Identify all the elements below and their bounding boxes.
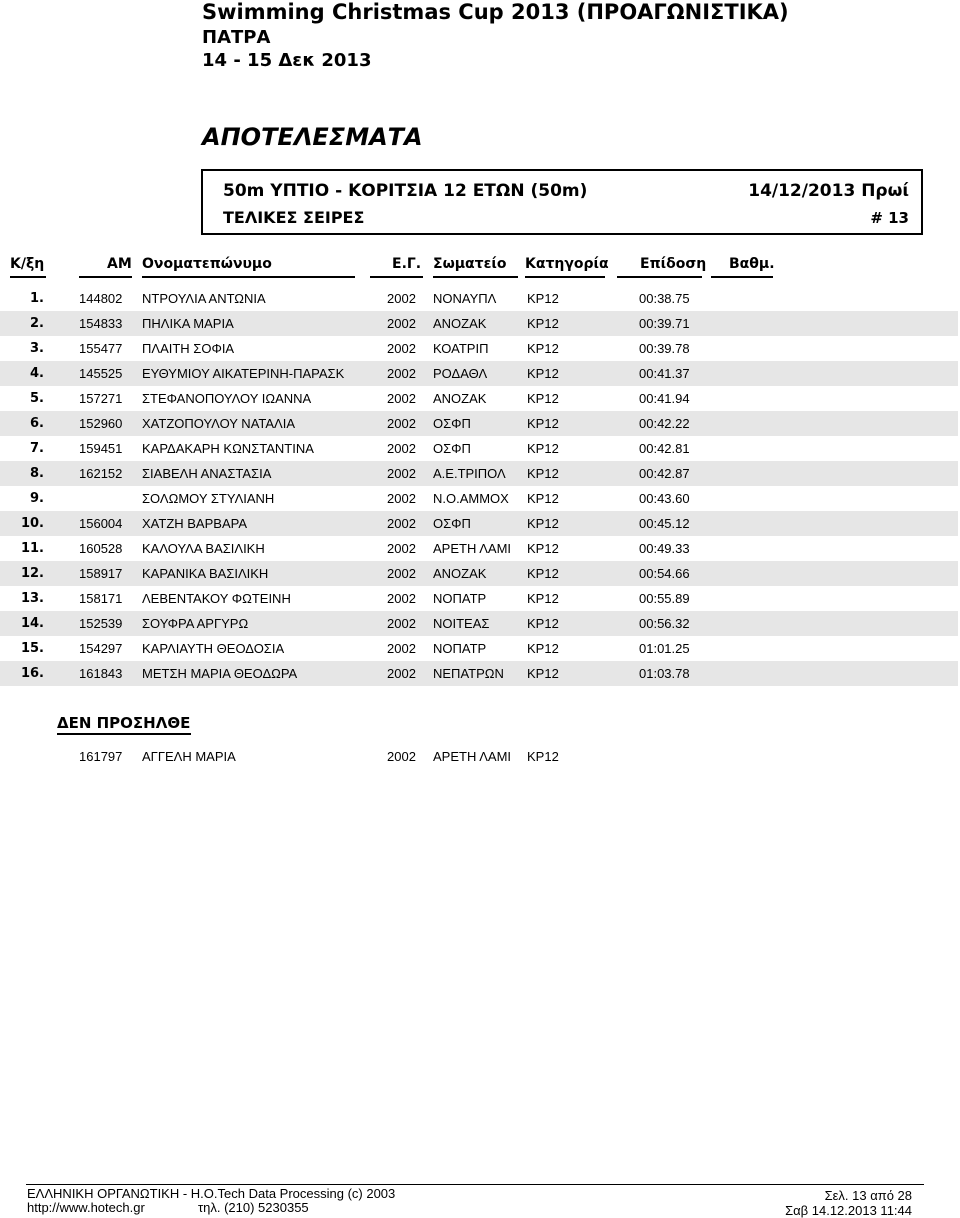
table-row (0, 636, 958, 661)
result-club: ΝΕΠΑΤΡΩΝ (433, 666, 504, 681)
result-name: ΠΗΛΙΚΑ ΜΑΡΙΑ (142, 316, 234, 331)
result-time: 00:55.89 (639, 591, 690, 606)
underline-points (711, 276, 773, 278)
result-name: ΕΥΘΥΜΙΟΥ ΑΙΚΑΤΕΡΙΝΗ-ΠΑΡΑΣΚ (142, 366, 345, 381)
result-year: 2002 (387, 641, 416, 656)
result-time: 00:54.66 (639, 566, 690, 581)
underline-club (433, 276, 518, 278)
result-club: ΟΣΦΠ (433, 516, 471, 531)
result-category: ΚΡ12 (527, 641, 559, 656)
underline-time (617, 276, 702, 278)
result-am: 160528 (79, 541, 123, 556)
result-year: 2002 (387, 616, 416, 631)
table-row (0, 611, 958, 636)
result-category: ΚΡ12 (527, 566, 559, 581)
result-time: 00:43.60 (639, 491, 690, 506)
result-club: ΟΣΦΠ (433, 441, 471, 456)
table-row (0, 311, 958, 336)
column-header-time: Επίδοση (640, 256, 707, 272)
footer-page: Σελ. 13 από 28 (824, 1188, 912, 1203)
result-name: ΣΟΛΩΜΟΥ ΣΤΥΛΙΑΝΗ (142, 491, 275, 506)
result-rank: 11. (20, 541, 44, 556)
table-row (0, 461, 958, 486)
result-am: 145525 (79, 366, 123, 381)
result-club: ΚΟΑΤΡΙΠ (433, 341, 489, 356)
result-year: 2002 (387, 591, 416, 606)
result-rank: 14. (20, 616, 44, 631)
result-time: 00:42.87 (639, 466, 690, 481)
event-name: 50m ΥΠΤΙΟ - ΚΟΡΙΤΣΙΑ 12 ΕΤΩΝ (50m) (223, 181, 588, 201)
result-am: 158171 (79, 591, 123, 606)
result-year: 2002 (387, 516, 416, 531)
result-club: ΝΟΠΑΤΡ (433, 591, 487, 606)
column-header-club: Σωματείο (433, 256, 507, 272)
dns-underline (57, 733, 191, 735)
underline-am (79, 276, 132, 278)
table-row (0, 661, 958, 686)
dns-row (0, 744, 958, 769)
result-time: 00:39.71 (639, 316, 690, 331)
event-session: 14/12/2013 Πρωί (748, 181, 909, 201)
footer-tel: τηλ. (210) 5230355 (198, 1200, 309, 1215)
result-time: 00:42.81 (639, 441, 690, 456)
result-name: ΣΤΕΦΑΝΟΠΟΥΛΟΥ ΙΩΑΝΝΑ (142, 391, 312, 406)
result-category: ΚΡ12 (527, 516, 559, 531)
column-header-category: Κατηγορία (525, 256, 609, 272)
result-category: ΚΡ12 (527, 441, 559, 456)
footer-url[interactable]: http://www.hotech.gr (27, 1200, 145, 1215)
result-time: 00:41.37 (639, 366, 690, 381)
table-row (0, 436, 958, 461)
result-am: 159451 (79, 441, 123, 456)
result-time: 01:03.78 (639, 666, 690, 681)
result-category: ΚΡ12 (527, 391, 559, 406)
result-year: 2002 (387, 416, 416, 431)
result-category: ΚΡ12 (527, 616, 559, 631)
result-am: 161843 (79, 666, 123, 681)
result-rank: 8. (30, 466, 44, 481)
result-category: ΚΡ12 (527, 591, 559, 606)
result-category: ΚΡ12 (527, 316, 559, 331)
result-year: 2002 (387, 391, 416, 406)
result-club: ΝΟΙΤΕΑΣ (433, 616, 490, 631)
result-am: 152539 (79, 616, 123, 631)
result-name: ΣΟΥΦΡΑ ΑΡΓΥΡΩ (142, 616, 249, 631)
result-rank: 3. (30, 341, 44, 356)
table-row (0, 561, 958, 586)
footer-org: ΕΛΛΗΝΙΚΗ ΟΡΓΑΝΩΤΙΚΗ - Η.Ο.Tech Data Processing (c) 2003 (27, 1186, 396, 1201)
result-category: ΚΡ12 (527, 541, 559, 556)
result-year: 2002 (387, 466, 416, 481)
result-am: 154297 (79, 641, 123, 656)
meet-title: Swimming Christmas Cup 2013 (ΠΡΟΑΓΩΝΙΣΤΙΚΑ) (202, 0, 789, 24)
result-rank: 10. (20, 516, 44, 531)
underline-category (525, 276, 605, 278)
dns-category: ΚΡ12 (527, 749, 559, 764)
result-time: 00:56.32 (639, 616, 690, 631)
result-am: 144802 (79, 291, 123, 306)
result-rank: 1. (30, 291, 44, 306)
result-club: ΑΡΕΤΗ ΛΑΜΙ (433, 541, 512, 556)
result-club: ΑΝΟΖΑΚ (433, 316, 487, 331)
result-name: ΣΙΑΒΕΛΗ ΑΝΑΣΤΑΣΙΑ (142, 466, 272, 481)
result-rank: 13. (20, 591, 44, 606)
column-header-rank: Κ/ξη (10, 256, 45, 272)
result-year: 2002 (387, 441, 416, 456)
event-box (201, 169, 923, 235)
result-club: ΝΟΝΑΥΠΛ (433, 291, 497, 306)
result-name: ΧΑΤΖΗ ΒΑΡΒΑΡΑ (142, 516, 247, 531)
result-category: ΚΡ12 (527, 666, 559, 681)
result-name: ΚΑΡΛΙΑΥΤΗ ΘΕΟΔΟΣΙΑ (142, 641, 285, 656)
result-time: 01:01.25 (639, 641, 690, 656)
result-am: 156004 (79, 516, 123, 531)
result-rank: 12. (20, 566, 44, 581)
result-name: ΜΕΤΣΗ ΜΑΡΙΑ ΘΕΟΔΩΡΑ (142, 666, 298, 681)
result-year: 2002 (387, 316, 416, 331)
dns-title: ΔΕΝ ΠΡΟΣΗΛΘΕ (57, 714, 191, 732)
results-table (0, 286, 960, 686)
result-year: 2002 (387, 566, 416, 581)
result-time: 00:49.33 (639, 541, 690, 556)
result-time: 00:41.94 (639, 391, 690, 406)
result-year: 2002 (387, 491, 416, 506)
table-row (0, 536, 958, 561)
meet-dates: 14 - 15 Δεκ 2013 (202, 50, 372, 71)
dns-am: 161797 (79, 749, 123, 764)
result-time: 00:38.75 (639, 291, 690, 306)
result-am: 162152 (79, 466, 123, 481)
result-name: ΛΕΒΕΝΤΑΚΟΥ ΦΩΤΕΙΝΗ (142, 591, 291, 606)
table-row (0, 336, 958, 361)
result-time: 00:45.12 (639, 516, 690, 531)
column-header-name: Ονοματεπώνυμο (142, 256, 272, 272)
result-category: ΚΡ12 (527, 491, 559, 506)
result-category: ΚΡ12 (527, 416, 559, 431)
result-time: 00:42.22 (639, 416, 690, 431)
result-name: ΠΛΑΙΤΗ ΣΟΦΙΑ (142, 341, 235, 356)
result-club: ΡΟΔΑΘΛ (433, 366, 488, 381)
event-number: # 13 (870, 209, 909, 227)
result-year: 2002 (387, 666, 416, 681)
result-am: 154833 (79, 316, 123, 331)
result-name: ΝΤΡΟΥΛΙΑ ΑΝΤΩΝΙΑ (142, 291, 266, 306)
table-row (0, 361, 958, 386)
result-am: 152960 (79, 416, 123, 431)
table-row (0, 411, 958, 436)
column-header-points: Βαθμ. (729, 256, 775, 272)
result-club: ΟΣΦΠ (433, 416, 471, 431)
event-round: ΤΕΛΙΚΕΣ ΣΕΙΡΕΣ (223, 208, 365, 227)
result-category: ΚΡ12 (527, 366, 559, 381)
dns-name: ΑΓΓΕΛΗ ΜΑΡΙΑ (142, 749, 236, 764)
result-club: Ν.Ο.ΑΜΜΟΧ (433, 491, 509, 506)
result-time: 00:39.78 (639, 341, 690, 356)
result-rank: 5. (30, 391, 44, 406)
result-club: ΝΟΠΑΤΡ (433, 641, 487, 656)
result-category: ΚΡ12 (527, 291, 559, 306)
table-row (0, 486, 958, 511)
dns-year: 2002 (387, 749, 416, 764)
result-rank: 15. (20, 641, 44, 656)
result-category: ΚΡ12 (527, 466, 559, 481)
underline-rank (10, 276, 46, 278)
result-rank: 9. (30, 491, 44, 506)
result-year: 2002 (387, 541, 416, 556)
result-club: Α.Ε.ΤΡΙΠΟΛ (433, 466, 506, 481)
column-header-am: AM (107, 256, 132, 272)
result-name: ΧΑΤΖΟΠΟΥΛΟΥ ΝΑΤΑΛΙΑ (142, 416, 296, 431)
result-name: ΚΑΡΔΑΚΑΡΗ ΚΩΝΣΤΑΝΤΙΝΑ (142, 441, 314, 456)
result-am: 157271 (79, 391, 123, 406)
footer-rule (26, 1184, 924, 1185)
result-year: 2002 (387, 341, 416, 356)
result-category: ΚΡ12 (527, 341, 559, 356)
result-am: 158917 (79, 566, 123, 581)
column-header-year: Ε.Γ. (392, 256, 422, 272)
results-title: ΑΠΟΤΕΛΕΣΜΑΤΑ (202, 123, 423, 151)
dns-club: ΑΡΕΤΗ ΛΑΜΙ (433, 749, 512, 764)
result-rank: 6. (30, 416, 44, 431)
result-year: 2002 (387, 291, 416, 306)
result-rank: 7. (30, 441, 44, 456)
table-row (0, 386, 958, 411)
footer-printed: Σαβ 14.12.2013 11:44 (785, 1203, 912, 1218)
result-rank: 16. (20, 666, 44, 681)
table-row (0, 586, 958, 611)
underline-name (142, 276, 355, 278)
result-club: ΑΝΟΖΑΚ (433, 566, 487, 581)
table-row (0, 286, 958, 311)
result-rank: 4. (30, 366, 44, 381)
table-row (0, 511, 958, 536)
result-name: ΚΑΡΑΝΙΚΑ ΒΑΣΙΛΙΚΗ (142, 566, 269, 581)
result-rank: 2. (30, 316, 44, 331)
result-name: ΚΑΛΟΥΛΑ ΒΑΣΙΛΙΚΗ (142, 541, 265, 556)
result-club: ΑΝΟΖΑΚ (433, 391, 487, 406)
meet-city: ΠΑΤΡΑ (202, 27, 271, 48)
underline-year (370, 276, 423, 278)
result-am: 155477 (79, 341, 123, 356)
result-year: 2002 (387, 366, 416, 381)
